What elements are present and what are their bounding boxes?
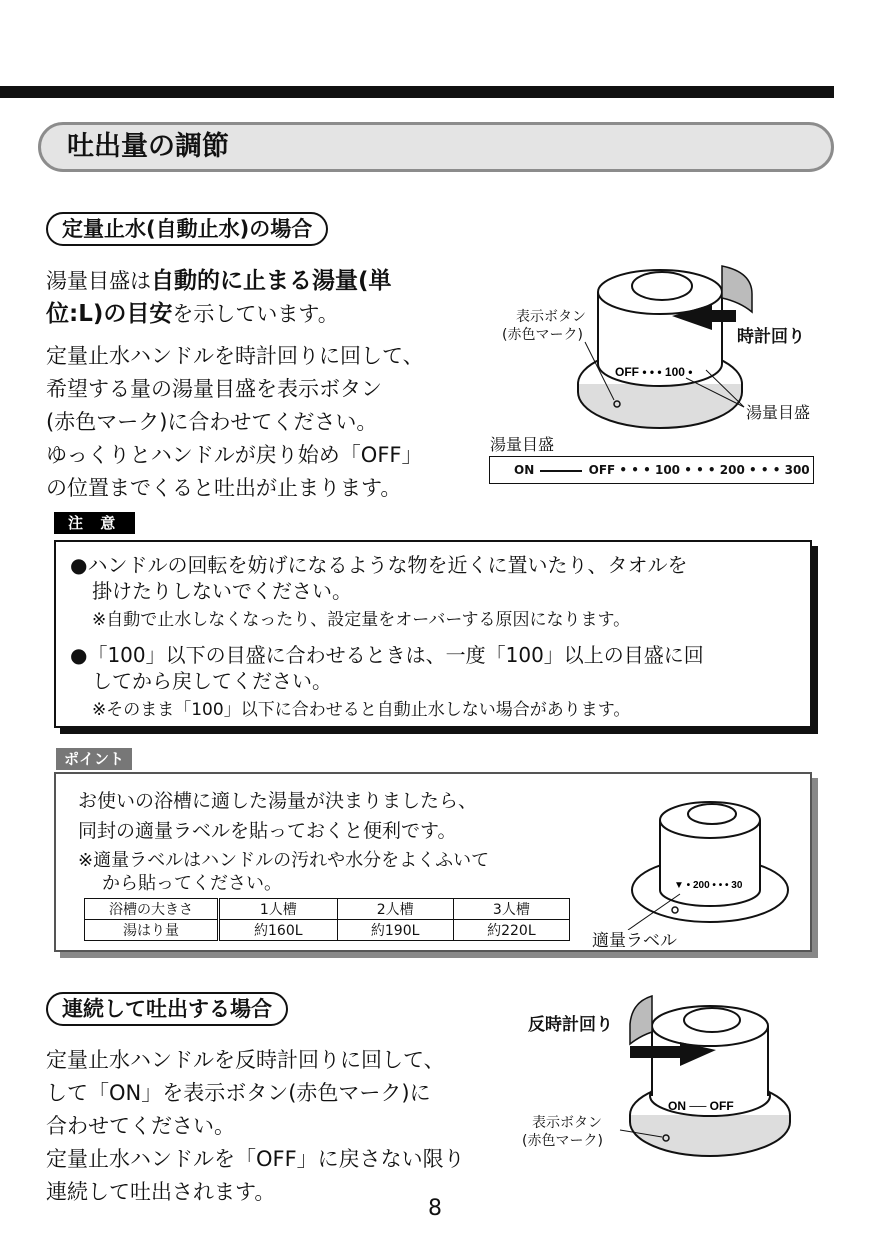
instruction-line: 希望する量の湯量目盛を表示ボタン — [46, 377, 382, 401]
point-line-2: 同封の適量ラベルを貼っておくと便利です。 — [78, 820, 457, 842]
point-note-1: ※適量ラベルはハンドルの汚れや水分をよくふいて — [78, 850, 490, 871]
point-tag: ポイント — [56, 748, 132, 770]
continuous-line: 合わせてください。 — [46, 1114, 235, 1138]
scale-line — [540, 470, 582, 472]
table-cell: 約190L — [337, 920, 453, 941]
instruction-line: 定量止水ハンドルを時計回りに回して、 — [46, 344, 424, 368]
continuous-line: 連続して吐出されます。 — [46, 1180, 276, 1204]
table-cell: 3人槽 — [453, 899, 569, 920]
caution-item-1-note: ※自動で止水しなくなったり、設定量をオーバーする原因になります。 — [92, 610, 631, 630]
continuous-line: して「ON」を表示ボタン(赤色マーク)に — [46, 1081, 431, 1105]
scale-bar — [489, 456, 814, 484]
point-note-2: から貼ってください。 — [102, 873, 282, 894]
subheading-auto-stop: 定量止水(自動止水)の場合 — [46, 212, 328, 246]
point-line-1: お使いの浴槽に適した湯量が決まりましたら、 — [78, 790, 478, 812]
scale-dots: • • • — [749, 463, 781, 477]
table-cell: 湯はり量 — [85, 920, 219, 941]
instruction-line: (赤色マーク)に合わせてください。 — [46, 410, 378, 434]
scale-description-line1 — [46, 265, 392, 298]
bold-run: 位:L)の目安 — [46, 301, 173, 327]
subheading-continuous: 連続して吐出する場合 — [46, 992, 288, 1026]
text-run: 湯量目盛は — [46, 269, 151, 293]
fit-label-caption: 適量ラベル — [592, 931, 677, 951]
on-off-ring-text: ON ── OFF — [668, 1099, 734, 1113]
clockwise-label: 時計回り — [737, 327, 805, 347]
scale-300: 300 — [784, 463, 810, 477]
scale-200: 200 — [719, 463, 745, 477]
table-cell: 約160L — [219, 920, 338, 941]
knob-label-illustration — [620, 790, 800, 930]
page-number: 8 — [428, 1196, 442, 1221]
scale-description-line2 — [46, 298, 339, 331]
caution-item-2-note: ※そのまま「100」以下に合わせると自動止水しない場合があります。 — [92, 700, 631, 720]
section-heading: 吐出量の調節 — [38, 122, 834, 172]
scale-dots: • • • — [684, 463, 716, 477]
instruction-line: の位置までくると吐出が止まります。 — [46, 476, 402, 500]
display-button-sublabel: (赤色マーク) — [502, 327, 583, 343]
continuous-line: 定量止水ハンドルを「OFF」に戻さない限り — [46, 1147, 465, 1171]
text-run: を示しています。 — [172, 302, 339, 326]
label-ring-text: ▼ • 200 • • • 30 — [674, 880, 743, 891]
scale-100: 100 — [654, 463, 681, 477]
capacity-table — [84, 898, 570, 941]
table-cell: 2人槽 — [337, 899, 453, 920]
scale-dots: • • • — [619, 463, 651, 477]
instruction-line: ゆっくりとハンドルが戻り始め「OFF」 — [46, 443, 423, 467]
caution-item-1-line1: ●ハンドルの回転を妨げになるような物を近くに置いたり、タオルを — [70, 553, 688, 577]
table-row — [85, 920, 570, 941]
scale-label: 湯量目盛 — [746, 403, 811, 422]
caution-item-2-line1: ●「100」以下の目盛に合わせるときは、一度「100」以上の目盛に回 — [70, 643, 704, 667]
caution-tag: 注 意 — [54, 512, 135, 534]
counterclockwise-label: 反時計回り — [528, 1015, 613, 1035]
scale-on: ON — [514, 463, 535, 477]
table-row — [85, 899, 570, 920]
caution-item-1-line2: 掛けたりしないでください。 — [92, 579, 352, 603]
display-button-label-2: 表示ボタン — [532, 1115, 602, 1131]
top-rule — [0, 86, 834, 98]
continuous-line: 定量止水ハンドルを反時計回りに回して、 — [46, 1048, 445, 1072]
scale-caption: 湯量目盛 — [490, 435, 555, 454]
bold-run: 自動的に止まる湯量(単 — [151, 268, 392, 294]
table-cell: 浴槽の大きさ — [85, 899, 219, 920]
scale-off: OFF — [588, 463, 616, 477]
knob-counterclockwise-illustration — [600, 990, 800, 1165]
display-button-sublabel-2: (赤色マーク) — [522, 1133, 603, 1149]
display-button-label: 表示ボタン — [516, 309, 586, 325]
caution-item-2-line2: してから戻してください。 — [92, 669, 332, 693]
table-cell: 1人槽 — [219, 899, 338, 920]
ring-scale-text: OFF • • • 100 • — [615, 365, 693, 379]
table-cell: 約220L — [453, 920, 569, 941]
